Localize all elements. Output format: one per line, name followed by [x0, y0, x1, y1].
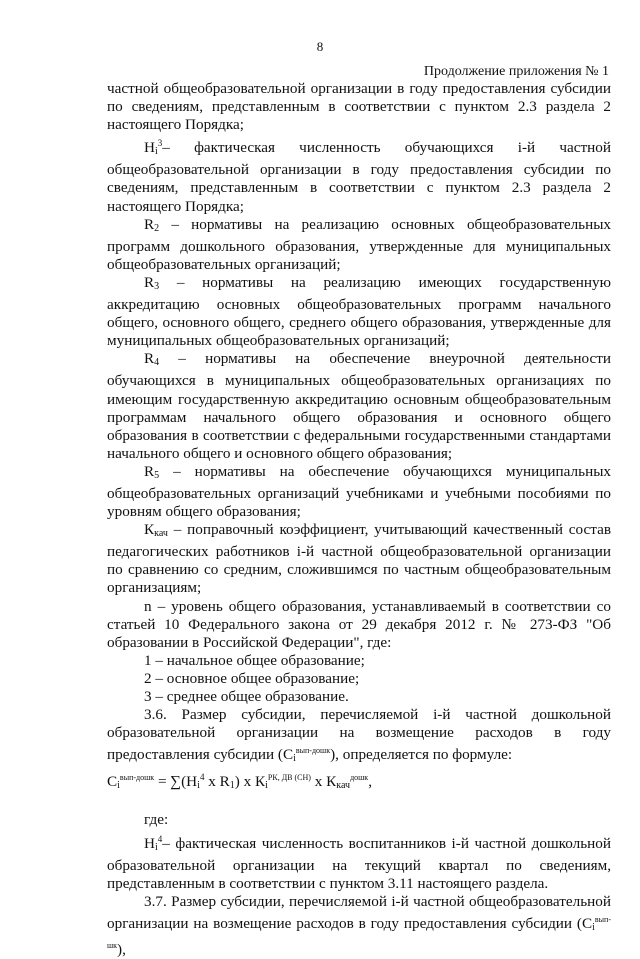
symbol: Н: [144, 834, 155, 852]
symbol-sub: 3: [154, 280, 160, 292]
clause-text: 3.6. Размер субсидии, перечисляемой i-й частной дошкольной образовательной организации на возмещение расходов в году предоставления субсидии (С: [107, 706, 611, 764]
symbol: К: [144, 521, 155, 539]
formula-h-sup: 4: [199, 772, 205, 783]
clause-text: 3.7. Размер субсидии, перечисляемой i-й частной общеобразовательной организации на возмещение расходов в году предоставления субсидии (С: [107, 892, 611, 932]
symbol-sub: кач: [154, 528, 168, 540]
formula-k: ) x К: [234, 773, 266, 791]
definition-r5: [107, 463, 611, 521]
list-item-1: 1 – начальное общее образование;: [144, 651, 365, 669]
where-label: где:: [144, 811, 169, 829]
formula: [107, 768, 611, 795]
definition-r2: [107, 216, 611, 274]
formula-kkach-sup: дошк: [350, 773, 369, 783]
symbol: R: [144, 462, 155, 480]
symbol-sub: 5: [154, 469, 160, 481]
definition-text: – фактическая численность воспитанников i-й частной дошкольной образовательной организации на текущий квартал по сведениям, представленным в соответствии с пунктом 3.11 настоящего раздела.: [107, 834, 611, 892]
symbol-sub: i: [293, 753, 296, 765]
formula-c-sub: i: [117, 780, 120, 792]
definition-h3: [107, 134, 611, 215]
symbol-sub: 4: [154, 357, 160, 369]
list-item-2: 2 – основное общее образование;: [144, 669, 360, 687]
definition-kkach: [107, 521, 611, 597]
formula-kkach: x К: [310, 773, 337, 791]
definition-text: – нормативы на реализацию имеющих государственную аккредитацию основных общеобразовательных программ начального общего, основного общего, среднего общего образования, утвержденные для муниципальных общеобразовательных организаций;: [107, 273, 611, 350]
appendix-header: Продолжение приложения № 1: [423, 64, 609, 79]
clause-3-7: [107, 893, 611, 959]
list-item-3: 3 – среднее общее образование.: [144, 688, 349, 705]
formula-end: ,: [368, 773, 372, 791]
formula-k-sup: РК, ДВ (СН): [267, 773, 311, 783]
formula-r: x R: [204, 773, 230, 791]
symbol: R: [144, 273, 155, 291]
formula-r-sub: 1: [229, 780, 235, 792]
definition-text: – нормативы на обеспечение обучающихся муниципальных общеобразовательных организаций учебниками и учебными пособиями по уровням общего образования;: [107, 462, 611, 521]
formula-kkach-sub: кач: [336, 780, 351, 792]
symbol-sup: вып-шк: [107, 914, 611, 951]
clause-tail: ),: [117, 941, 126, 959]
formula-c-sup: вып-дошк: [119, 773, 155, 783]
symbol-sup: 4: [157, 833, 163, 844]
formula-c: С: [107, 773, 118, 791]
definition-h4: [107, 830, 611, 893]
symbol-sub: i: [592, 921, 595, 933]
symbol-sub: 2: [154, 222, 160, 234]
definition-text: – поправочный коэффициент, учитывающий качественный состав педагогических работников i-й частной общеобразовательной организации по сравнению со средним, сложившимся по частным общеобразовательным организациям;: [107, 521, 611, 597]
symbol: Н: [144, 139, 155, 157]
formula-sum: = ∑(Н: [154, 773, 198, 791]
paragraph-continuation: частной общеобразовательной организации в году предоставления субсидии по сведениям, представленным в соответствии с пунктом 2.3 раздела 2 настоящего Порядка;: [107, 80, 611, 134]
clause-3-6: [107, 706, 611, 768]
spacer: [107, 795, 611, 811]
symbol-sub: i: [154, 146, 158, 158]
symbol-sub: i: [154, 841, 158, 853]
formula-h-sub: i: [197, 780, 200, 792]
definition-r3: [107, 274, 611, 350]
symbol-sup: вып-дошк: [295, 746, 331, 756]
page-number: 8: [316, 39, 324, 54]
definition-text: – нормативы на реализацию основных общеобразовательных программ дошкольного образования, утвержденные для муниципальных общеобразовательных организаций;: [107, 215, 611, 273]
definition-n: n – уровень общего образования, устанавливаемый в соответствии со статьей 10 Федерального закона от 29 декабря 2012 г. № 273-ФЗ "Об образовании в Российской Федерации", где:: [107, 597, 611, 651]
clause-tail: ), определяется по формуле:: [330, 746, 513, 764]
document-body: [107, 80, 611, 959]
definition-r4: [107, 350, 611, 463]
symbol: R: [144, 350, 155, 368]
symbol: R: [144, 215, 155, 233]
formula-k-sub: i: [265, 780, 268, 792]
symbol-sup: 3: [157, 138, 163, 149]
definition-text: – фактическая численность обучающихся i-й частной общеобразовательной организации в году предоставления субсидии по сведениям, представленным в соответствии с пунктом 2.3 раздела 2 настоящего Порядка;: [107, 139, 611, 215]
definition-text: – нормативы на обеспечение внеурочной деятельности обучающихся в муниципальных общеобразовательных организациях по имеющим государственную аккредитацию основным общеобразовательным программам начального общего образования и основного общего образования в соответствии с федеральными государственными стандартами начального общего и основного общего образования;: [107, 350, 611, 462]
